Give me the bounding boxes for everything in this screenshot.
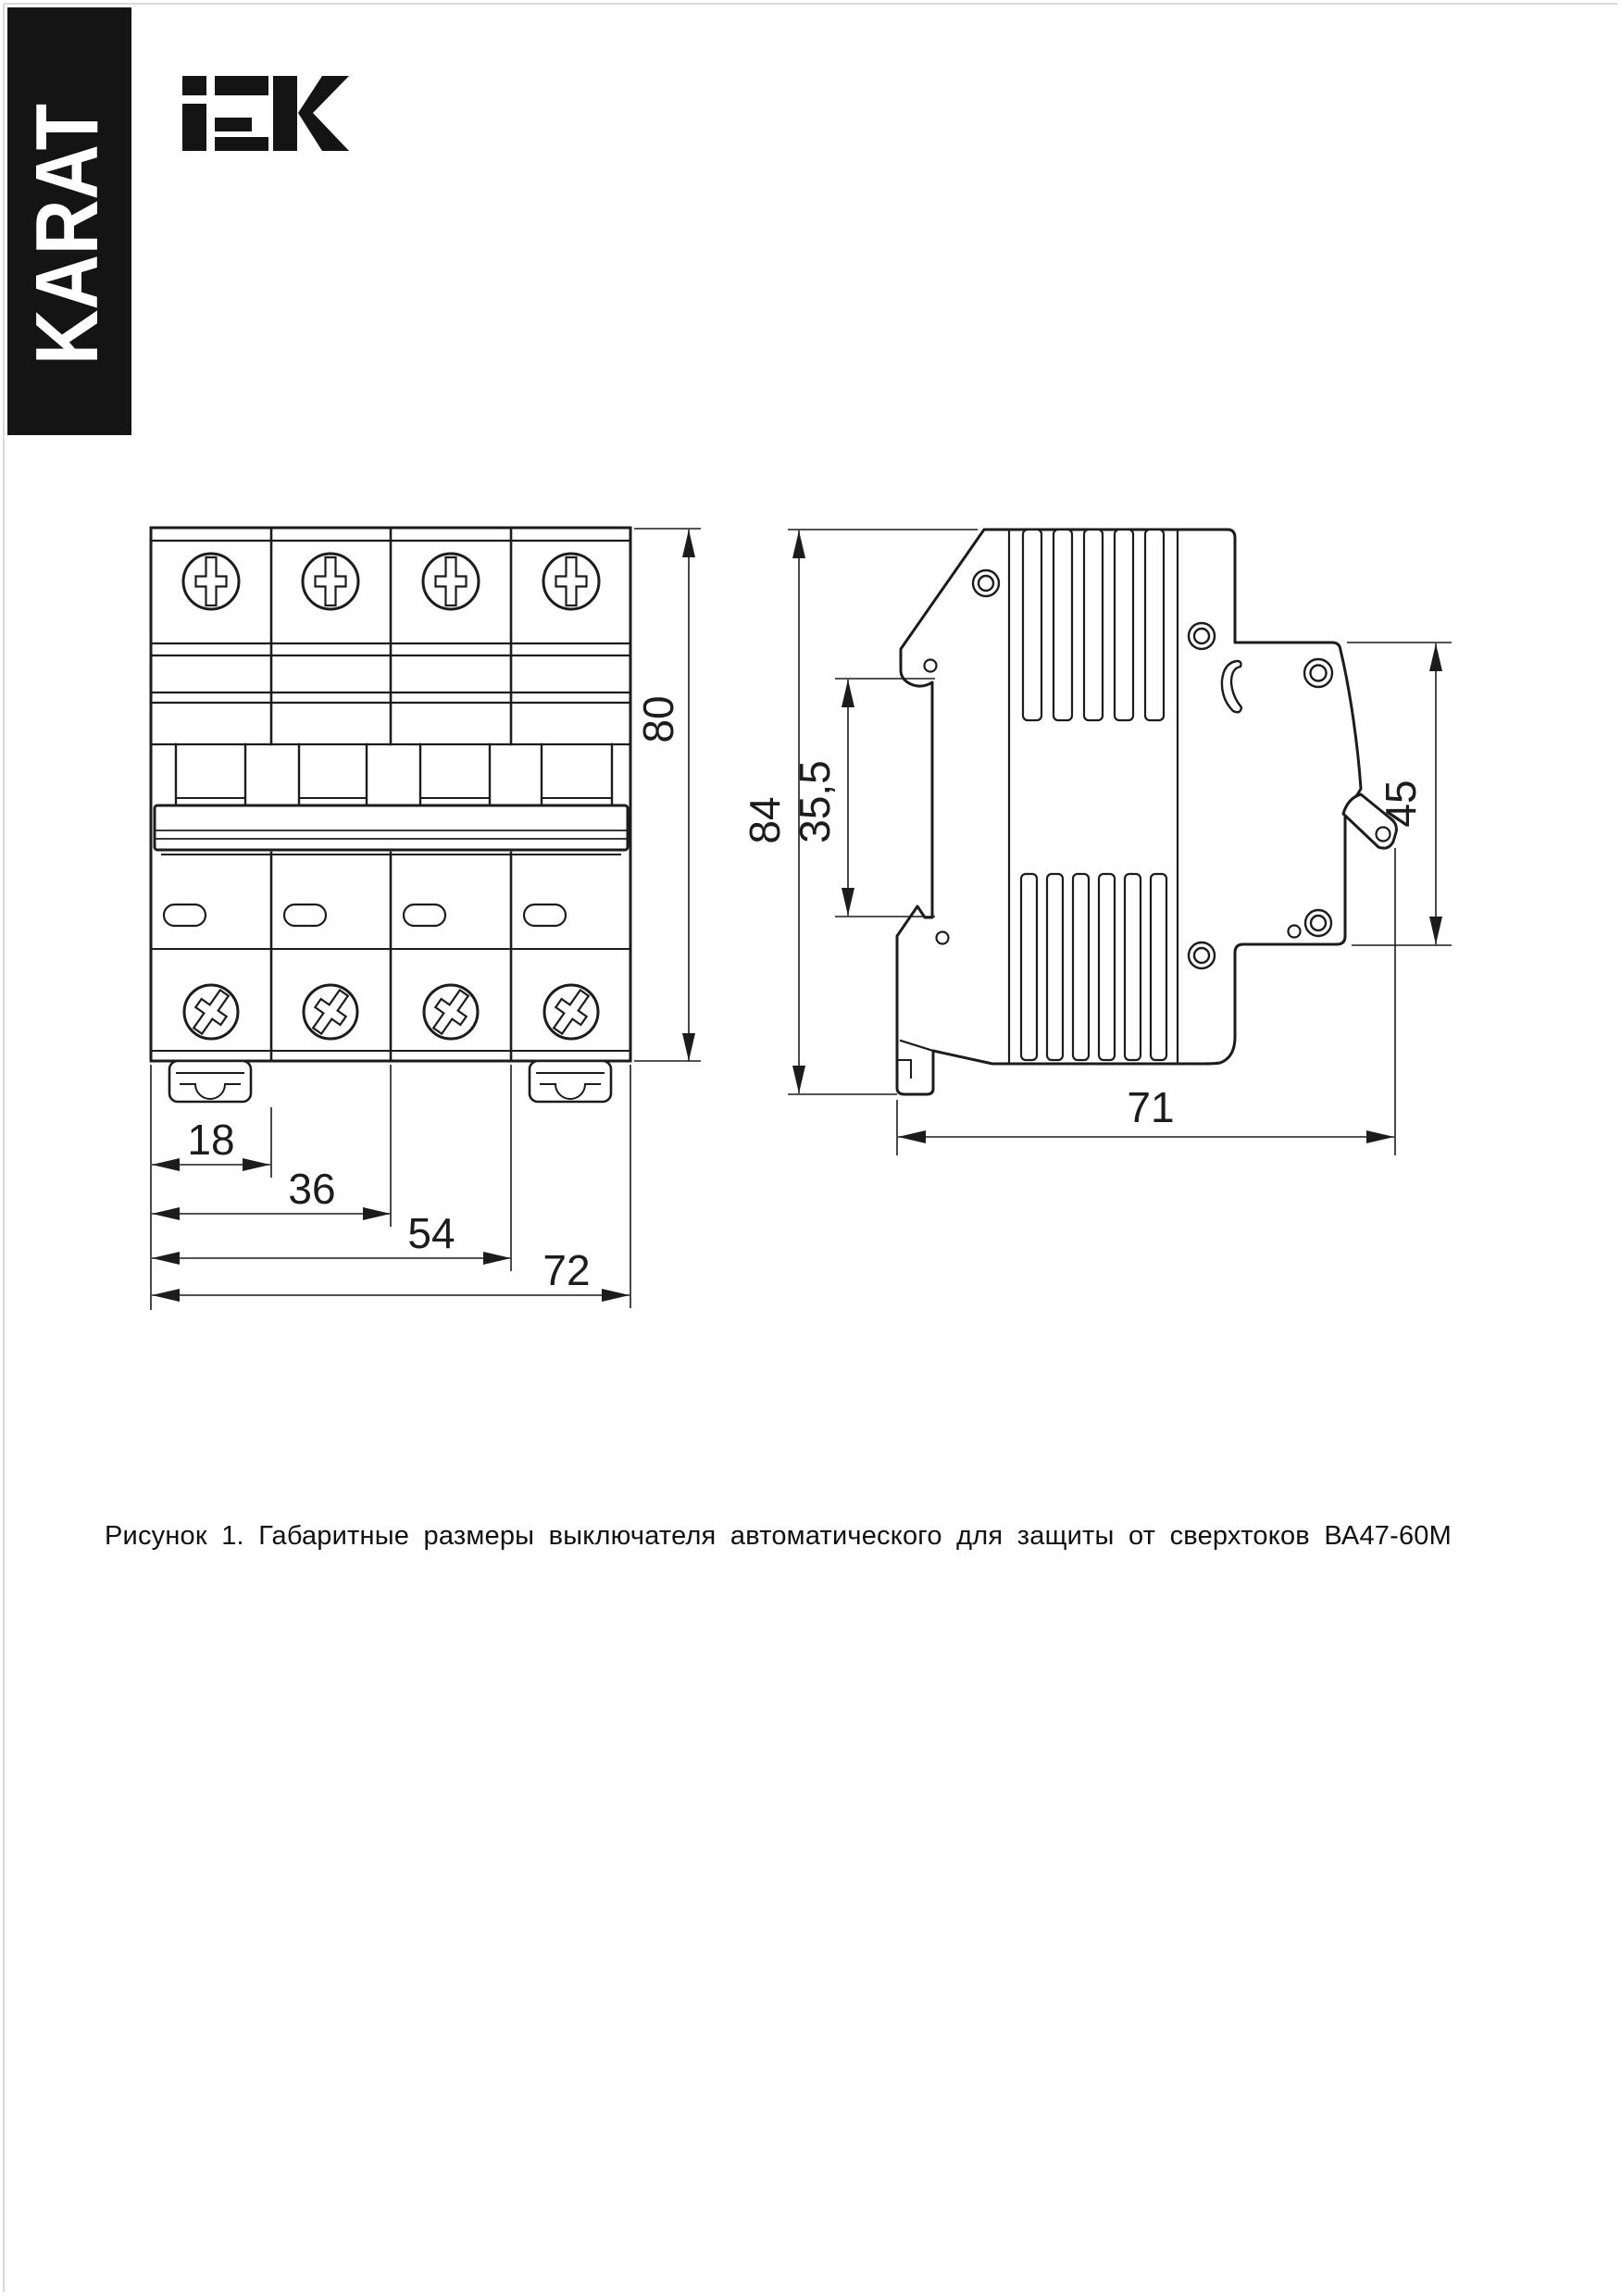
side-view <box>897 530 1396 1094</box>
dim-label-36: 36 <box>288 1165 336 1213</box>
karat-label: KARAT <box>18 60 117 365</box>
dim-label-45: 45 <box>1377 780 1425 828</box>
figure-caption: Рисунок 1. Габаритные размеры выключателя автоматического для защиты от сверхтоков ВА47-60М <box>105 1521 1452 1551</box>
dimension-width-18 <box>152 1116 270 1171</box>
karat-brand-strip <box>7 7 131 435</box>
dimension-width-72 <box>152 1246 630 1302</box>
dim-label-54: 54 <box>407 1209 455 1257</box>
dimension-front-45 <box>1347 643 1452 945</box>
dimension-rail-35-5 <box>791 679 935 917</box>
dimension-height-80 <box>634 529 701 1061</box>
dim-label-18: 18 <box>187 1116 235 1164</box>
page-edge-line <box>4 4 1617 2292</box>
dimension-width-54 <box>152 1209 511 1265</box>
iek-logo-icon <box>182 76 349 151</box>
front-view <box>151 528 630 1102</box>
dim-label-35-5: 35,5 <box>791 760 839 843</box>
dim-label-84: 84 <box>741 796 789 844</box>
toggle-tie-bar <box>155 805 628 855</box>
dim-label-71: 71 <box>1127 1083 1175 1131</box>
dim-label-80: 80 <box>634 695 682 743</box>
dim-label-72: 72 <box>542 1246 591 1294</box>
